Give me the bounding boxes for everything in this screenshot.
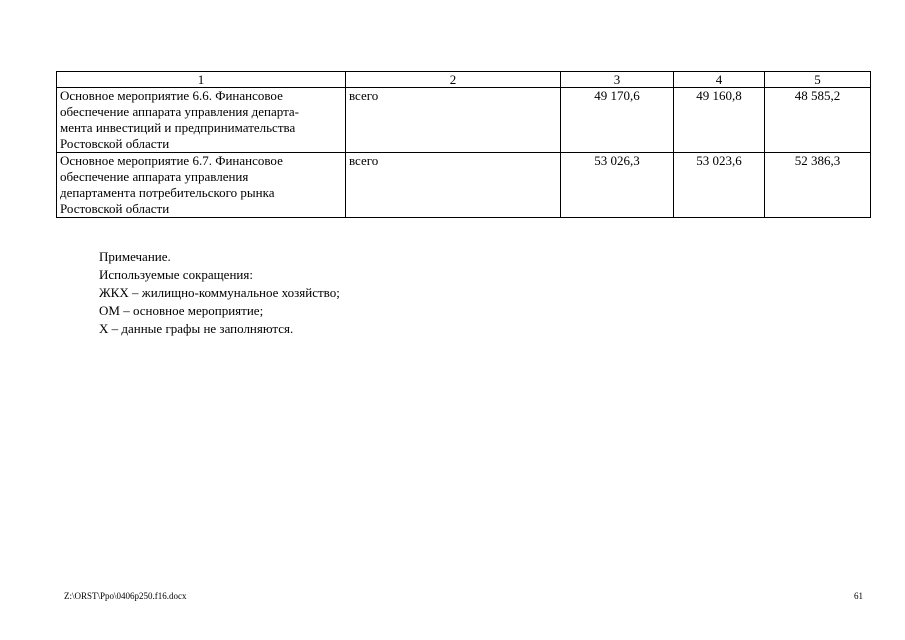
abbreviation-item: ЖКХ – жилищно-коммунальное хозяйство; xyxy=(99,285,340,300)
notes-title: Примечание. xyxy=(99,249,171,264)
value-cell-col3: 49 170,6 xyxy=(561,88,674,153)
table-row xyxy=(57,88,871,153)
activity-name-cell xyxy=(57,88,346,153)
activity-name-line: Ростовской области xyxy=(60,201,170,216)
notes-block xyxy=(99,248,340,338)
table-header-row xyxy=(57,72,871,88)
activity-name-line: Основное мероприятие 6.7. Финансовое xyxy=(60,153,283,168)
page-number: 61 xyxy=(854,591,863,601)
activity-name-line: департамента потребительского рынка xyxy=(60,185,275,200)
footer-file-path: Z:\ORST\Ppo\0406p250.f16.docx xyxy=(64,591,187,601)
column-header-4: 4 xyxy=(674,72,765,88)
activity-name-cell xyxy=(57,153,346,218)
funding-type-cell: всего xyxy=(346,153,561,218)
abbreviation-item: ОМ – основное мероприятие; xyxy=(99,303,264,318)
value-cell-col4: 53 023,6 xyxy=(674,153,765,218)
column-header-3: 3 xyxy=(561,72,674,88)
activity-name-line: обеспечение аппарата управления департа- xyxy=(60,104,300,119)
value-cell-col3: 53 026,3 xyxy=(561,153,674,218)
column-header-1: 1 xyxy=(57,72,346,88)
activity-name-line: мента инвестиций и предпринимательства xyxy=(60,120,296,135)
data-table xyxy=(56,71,871,218)
funding-type-cell: всего xyxy=(346,88,561,153)
value-cell-col5: 48 585,2 xyxy=(765,88,871,153)
activity-name-line: Основное мероприятие 6.6. Финансовое xyxy=(60,88,283,103)
value-cell-col4: 49 160,8 xyxy=(674,88,765,153)
activity-name-line: обеспечение аппарата управления xyxy=(60,169,249,184)
table-row xyxy=(57,153,871,218)
abbreviation-item: Х – данные графы не заполняются. xyxy=(99,321,294,336)
column-header-2: 2 xyxy=(346,72,561,88)
value-cell-col5: 52 386,3 xyxy=(765,153,871,218)
activity-name-line: Ростовской области xyxy=(60,136,170,151)
abbreviations-intro: Используемые сокращения: xyxy=(99,267,253,282)
column-header-5: 5 xyxy=(765,72,871,88)
